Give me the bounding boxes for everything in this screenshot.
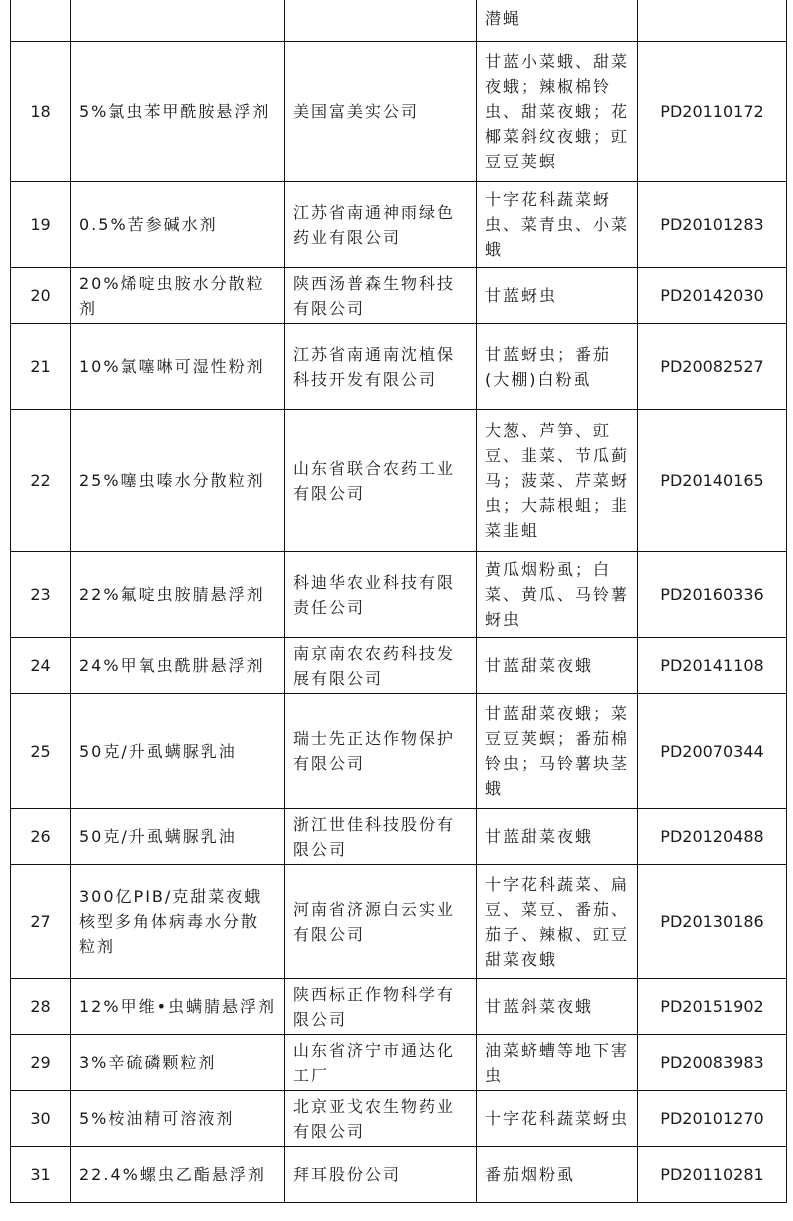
company-name: 瑞士先正达作物保护有限公司 [285,694,477,809]
target-pests: 甘蓝甜菜夜蛾；菜豆豆荚螟；番茄棉铃虫；马铃薯块茎蛾 [477,694,638,809]
company-name: 河南省济源白云实业有限公司 [285,865,477,979]
row-number: 24 [11,638,71,694]
company-name [285,0,477,42]
table-row [11,979,787,1035]
registration-number: PD20101270 [638,1091,787,1147]
target-pests: 甘蓝甜菜夜蛾 [477,809,638,865]
product-name: 24%甲氧虫酰肼悬浮剂 [71,638,285,694]
target-pests: 甘蓝小菜蛾、甜菜夜蛾；辣椒棉铃虫、甜菜夜蛾；花椰菜斜纹夜蛾；豇豆豆荚螟 [477,42,638,182]
table-row [11,809,787,865]
target-pests: 甘蓝斜菜夜蛾 [477,979,638,1035]
table-row [11,0,787,42]
product-name: 5%氯虫苯甲酰胺悬浮剂 [71,42,285,182]
company-name: 科迪华农业科技有限责任公司 [285,552,477,638]
company-name: 江苏省南通南沈植保科技开发有限公司 [285,324,477,410]
registration-number: PD20083983 [638,1035,787,1091]
product-name: 50克/升虱螨脲乳油 [71,809,285,865]
product-name: 22%氟啶虫胺腈悬浮剂 [71,552,285,638]
row-number: 18 [11,42,71,182]
row-number: 19 [11,182,71,268]
row-number: 21 [11,324,71,410]
product-name: 10%氯噻啉可湿性粉剂 [71,324,285,410]
table-row [11,1091,787,1147]
registration-number: PD20141108 [638,638,787,694]
product-name: 50克/升虱螨脲乳油 [71,694,285,809]
product-name: 5%桉油精可溶液剂 [71,1091,285,1147]
registration-number: PD20140165 [638,410,787,552]
table-row [11,865,787,979]
row-number: 27 [11,865,71,979]
registration-number: PD20101283 [638,182,787,268]
registration-number: PD20110281 [638,1147,787,1203]
row-number: 23 [11,552,71,638]
company-name: 拜耳股份公司 [285,1147,477,1203]
product-name: 0.5%苦参碱水剂 [71,182,285,268]
registration-number: PD20160336 [638,552,787,638]
table-row [11,182,787,268]
company-name: 北京亚戈农生物药业有限公司 [285,1091,477,1147]
registration-number: PD20120488 [638,809,787,865]
target-pests: 大葱、芦笋、豇豆、韭菜、节瓜蓟马；菠菜、芹菜蚜虫；大蒜根蛆；韭菜韭蛆 [477,410,638,552]
target-pests: 甘蓝甜菜夜蛾 [477,638,638,694]
row-number: 20 [11,268,71,324]
table-row [11,410,787,552]
target-pests: 油菜蛴螬等地下害虫 [477,1035,638,1091]
row-number: 29 [11,1035,71,1091]
product-name: 25%噻虫嗪水分散粒剂 [71,410,285,552]
target-pests: 十字花科蔬菜蚜虫 [477,1091,638,1147]
product-name: 12%甲维•虫螨腈悬浮剂 [71,979,285,1035]
product-name: 3%辛硫磷颗粒剂 [71,1035,285,1091]
product-name: 22.4%螺虫乙酯悬浮剂 [71,1147,285,1203]
row-number: 25 [11,694,71,809]
row-number: 28 [11,979,71,1035]
registration-number: PD20151902 [638,979,787,1035]
target-pests: 十字花科蔬菜、扁豆、菜豆、番茄、茄子、辣椒、豇豆甜菜夜蛾 [477,865,638,979]
company-name: 美国富美实公司 [285,42,477,182]
table-row [11,1035,787,1091]
pesticide-registration-table [10,0,787,1203]
product-name [71,0,285,42]
row-number: 26 [11,809,71,865]
table-row [11,638,787,694]
table-row [11,42,787,182]
registration-number: PD20110172 [638,42,787,182]
target-pests: 番茄烟粉虱 [477,1147,638,1203]
table-row [11,694,787,809]
company-name: 山东省济宁市通达化工厂 [285,1035,477,1091]
table-row [11,324,787,410]
target-pests: 甘蓝蚜虫 [477,268,638,324]
registration-number: PD20070344 [638,694,787,809]
row-number: 31 [11,1147,71,1203]
company-name: 浙江世佳科技股份有限公司 [285,809,477,865]
registration-number: PD20130186 [638,865,787,979]
product-name: 300亿PIB/克甜菜夜蛾核型多角体病毒水分散粒剂 [71,865,285,979]
target-pests: 十字花科蔬菜蚜虫、菜青虫、小菜蛾 [477,182,638,268]
target-pests: 潜蝇 [477,0,638,42]
target-pests: 甘蓝蚜虫；番茄(大棚)白粉虱 [477,324,638,410]
company-name: 陕西汤普森生物科技有限公司 [285,268,477,324]
row-number [11,0,71,42]
row-number: 30 [11,1091,71,1147]
row-number: 22 [11,410,71,552]
table-row [11,268,787,324]
product-name: 20%烯啶虫胺水分散粒剂 [71,268,285,324]
company-name: 陕西标正作物科学有限公司 [285,979,477,1035]
company-name: 南京南农农药科技发展有限公司 [285,638,477,694]
registration-number: PD20082527 [638,324,787,410]
table-row [11,552,787,638]
registration-number: PD20142030 [638,268,787,324]
registration-number [638,0,787,42]
company-name: 江苏省南通神雨绿色药业有限公司 [285,182,477,268]
table-row [11,1147,787,1203]
target-pests: 黄瓜烟粉虱；白菜、黄瓜、马铃薯蚜虫 [477,552,638,638]
company-name: 山东省联合农药工业有限公司 [285,410,477,552]
